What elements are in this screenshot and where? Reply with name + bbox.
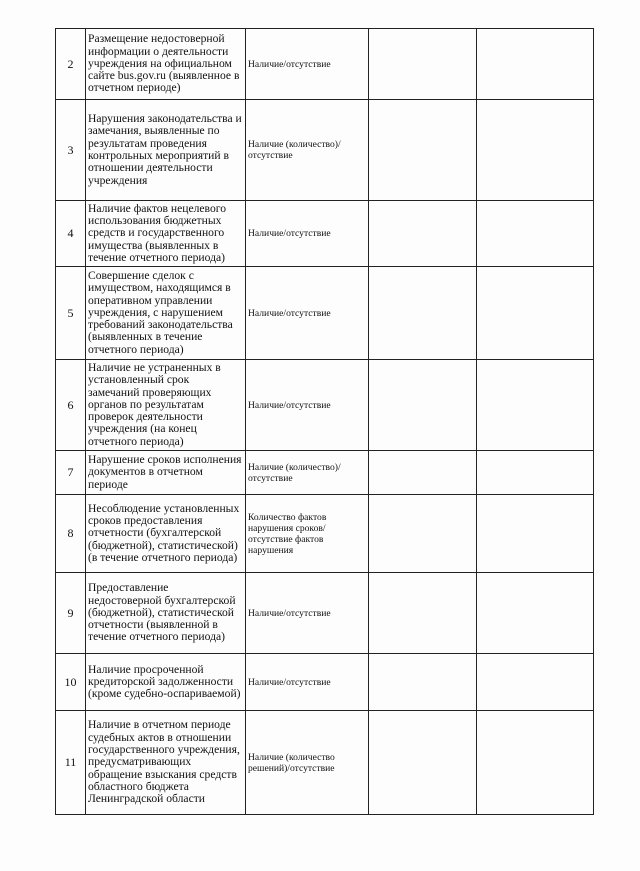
- row-number: 9: [56, 573, 86, 654]
- row-indicator: Наличие/отсутствие: [246, 573, 369, 654]
- row-number: 6: [56, 360, 86, 451]
- row-indicator: Наличие (количество решений)/отсутствие: [246, 711, 369, 815]
- row-description: Нарушение сроков исполнения документов в отчетном периоде: [86, 451, 246, 495]
- value-cell: [369, 654, 477, 711]
- row-number: 11: [56, 711, 86, 815]
- table-row: [56, 573, 594, 654]
- value-cell: [369, 100, 477, 201]
- table-row: [56, 100, 594, 201]
- row-description: Размещение недостоверной информации о деятельности учреждения на официальном сайте bus.gov.ru (выявленное в отчетном периоде): [86, 29, 246, 100]
- value-cell: [369, 711, 477, 815]
- row-indicator: Наличие/отсутствие: [246, 267, 369, 360]
- row-description: Совершение сделок с имуществом, находящимся в оперативном управлении учреждения, с нарушением требований законодательства (выявленных в течение отчетного периода): [86, 267, 246, 360]
- row-description: Наличие в отчетном периоде судебных актов в отношении государственного учреждения, предусматривающих обращение взыскания средств областного бюджета Ленинградской области: [86, 711, 246, 815]
- table-row: [56, 201, 594, 267]
- row-description: Нарушения законодательства и замечания, выявленные по результатам проведения контрольных мероприятий в отношении деятельности учреждения: [86, 100, 246, 201]
- value-cell: [477, 267, 594, 360]
- table-row: [56, 451, 594, 495]
- row-description: Предоставление недостоверной бухгалтерской (бюджетной), статистической отчетности (выявленной в течение отчетного периода): [86, 573, 246, 654]
- row-number: 5: [56, 267, 86, 360]
- row-description: Наличие фактов нецелевого использования бюджетных средств и государственного имущества (выявленных в течение отчетного периода): [86, 201, 246, 267]
- row-indicator: Количество фактов нарушения сроков/отсутствие фактов нарушения: [246, 495, 369, 573]
- row-indicator: Наличие/отсутствие: [246, 360, 369, 451]
- row-number: 7: [56, 451, 86, 495]
- value-cell: [477, 201, 594, 267]
- row-number: 4: [56, 201, 86, 267]
- value-cell: [369, 360, 477, 451]
- row-indicator: Наличие (количество)/ отсутствие: [246, 100, 369, 201]
- table-row: [56, 495, 594, 573]
- table-row: [56, 360, 594, 451]
- value-cell: [477, 711, 594, 815]
- value-cell: [477, 573, 594, 654]
- table-row: [56, 711, 594, 815]
- row-number: 10: [56, 654, 86, 711]
- row-indicator: Наличие/отсутствие: [246, 201, 369, 267]
- table-row: [56, 29, 594, 100]
- value-cell: [369, 495, 477, 573]
- value-cell: [369, 201, 477, 267]
- value-cell: [477, 495, 594, 573]
- row-number: 2: [56, 29, 86, 100]
- row-indicator: Наличие/отсутствие: [246, 29, 369, 100]
- indicators-table: [55, 28, 594, 815]
- row-number: 8: [56, 495, 86, 573]
- value-cell: [369, 573, 477, 654]
- value-cell: [477, 100, 594, 201]
- row-indicator: Наличие (количество)/ отсутствие: [246, 451, 369, 495]
- value-cell: [477, 29, 594, 100]
- value-cell: [477, 654, 594, 711]
- value-cell: [369, 29, 477, 100]
- table-row: [56, 654, 594, 711]
- row-description: Наличие не устраненных в установленный срок замечаний проверяющих органов по результатам проверок деятельности учреждения (на конец отчетного периода): [86, 360, 246, 451]
- table-row: [56, 267, 594, 360]
- row-number: 3: [56, 100, 86, 201]
- row-indicator: Наличие/отсутствие: [246, 654, 369, 711]
- value-cell: [369, 267, 477, 360]
- value-cell: [477, 360, 594, 451]
- row-description: Несоблюдение установленных сроков предоставления отчетности (бухгалтерской (бюджетной), статистической) (в течение отчетного периода): [86, 495, 246, 573]
- value-cell: [369, 451, 477, 495]
- value-cell: [477, 451, 594, 495]
- row-description: Наличие просроченной кредиторской задолженности (кроме судебно-оспариваемой): [86, 654, 246, 711]
